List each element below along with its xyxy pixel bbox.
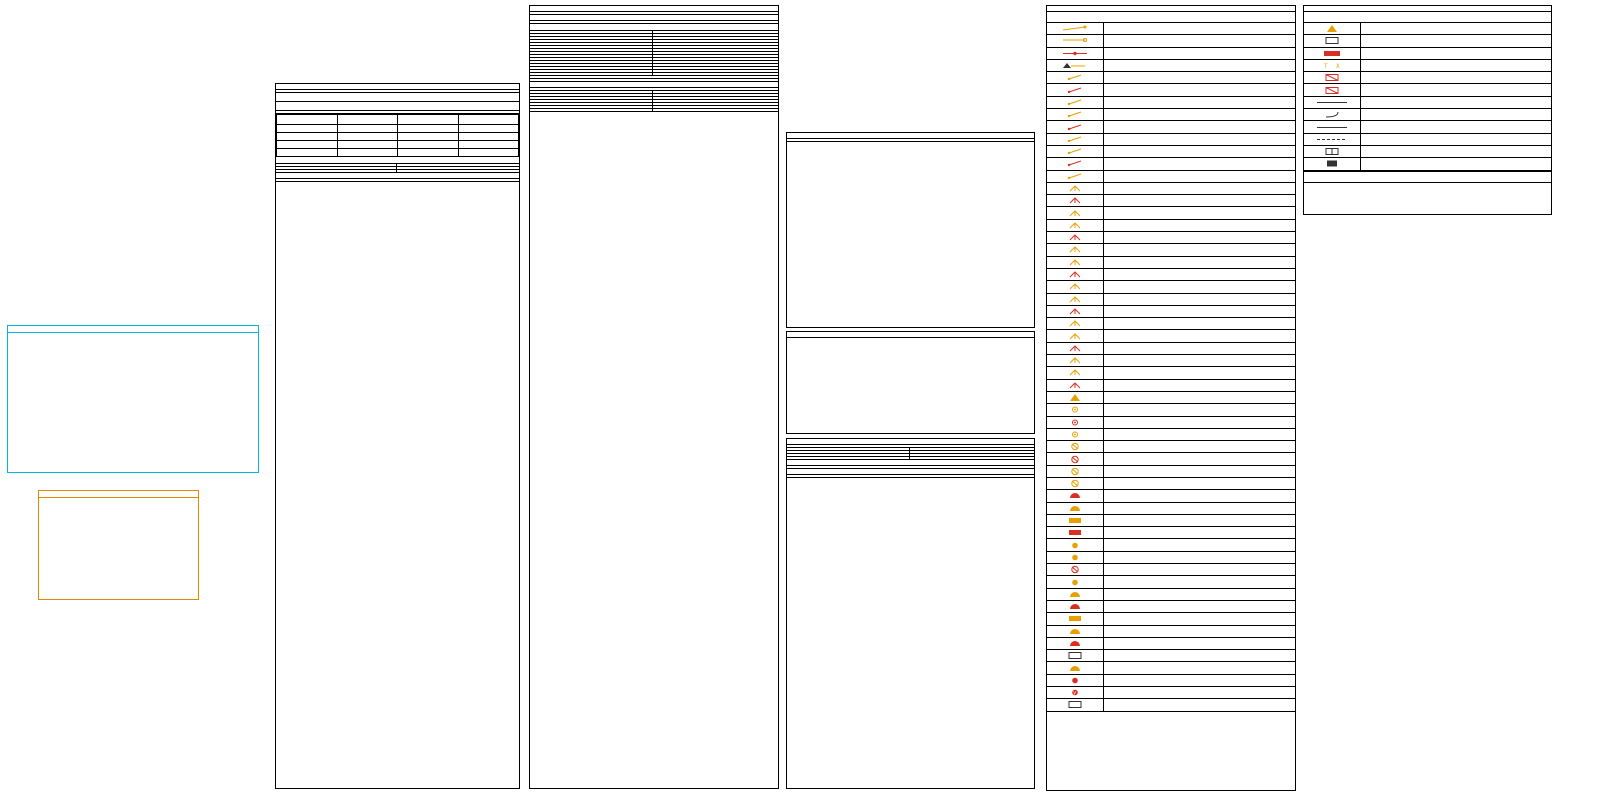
install-location-row-value	[653, 67, 778, 69]
symbol-row	[1047, 503, 1295, 515]
svg-text:X: X	[1336, 63, 1340, 71]
symbol-row	[1047, 478, 1295, 490]
classification-cell	[337, 115, 398, 125]
classification-cell	[398, 125, 459, 133]
classification-cell	[277, 115, 338, 125]
classification-cell	[458, 133, 519, 141]
valv-icon	[1047, 687, 1104, 698]
install-location-row-label	[530, 49, 653, 51]
tomg-icon	[1047, 269, 1104, 280]
tomi-icon	[1047, 294, 1104, 305]
installation-row-value	[397, 167, 519, 169]
symbol-row	[1047, 207, 1295, 219]
symbol-row	[1047, 48, 1295, 60]
diameter-equivalence-title	[39, 491, 198, 498]
classification-cell	[277, 125, 338, 133]
classification-cell	[458, 125, 519, 133]
abbreviations-header	[1304, 171, 1551, 183]
install-location-row-value	[653, 34, 778, 36]
symbol-row	[1047, 490, 1295, 502]
reference-files-panel	[7, 325, 259, 473]
tomh-icon	[1047, 281, 1104, 292]
symbol-row	[1047, 441, 1295, 453]
slack-row-value	[910, 448, 1034, 450]
symbol-row	[1047, 613, 1295, 625]
symbol-row	[1047, 515, 1295, 527]
electrical-symbols-sheet-2	[1303, 5, 1552, 215]
install-location-row-label	[530, 43, 653, 45]
pj2-icon	[1047, 552, 1104, 563]
tomo-icon	[1047, 367, 1104, 378]
classification-cell	[398, 115, 459, 125]
color-code-row-label	[530, 109, 653, 111]
symbol-row	[1047, 417, 1295, 429]
symbol-row	[1047, 72, 1295, 84]
installation-row-label	[276, 170, 397, 172]
em2-icon	[1047, 527, 1104, 538]
symbol-row	[1047, 97, 1295, 109]
install-location-row-value	[653, 58, 778, 60]
project-notes-right-sheet	[786, 438, 1035, 789]
reference-note	[8, 333, 258, 337]
tomf-icon	[1047, 183, 1104, 194]
qdc-icon	[1304, 48, 1361, 59]
classification-cell	[337, 125, 398, 133]
install-location-row-value	[653, 52, 778, 54]
ar1-icon	[1047, 490, 1104, 501]
ar4-icon	[1047, 601, 1104, 612]
slack-row-label	[787, 454, 910, 456]
symbol-row	[1047, 601, 1295, 613]
symbol-row	[1304, 121, 1551, 133]
symbol-row	[1047, 699, 1295, 711]
level-icon	[1047, 60, 1104, 71]
tomb-icon	[1047, 220, 1104, 231]
material-header	[397, 164, 519, 166]
symbol-row	[1047, 294, 1295, 306]
color-code-row-value	[653, 91, 778, 93]
symbol-row	[1047, 269, 1295, 281]
pvc1-icon	[1304, 121, 1361, 132]
symbol-row	[1047, 466, 1295, 478]
tome-icon	[1047, 257, 1104, 268]
install-location-row-label	[530, 64, 653, 66]
svg-text:V: V	[1073, 691, 1077, 697]
classification-cell	[277, 141, 338, 149]
color-code-row-label	[530, 100, 653, 102]
haste-icon	[1304, 146, 1361, 157]
classification-cell	[277, 133, 338, 141]
sw2-icon	[1047, 84, 1104, 95]
symbol-row	[1047, 380, 1295, 392]
symbol-row	[1047, 367, 1295, 379]
sw1-icon	[1047, 72, 1104, 83]
install-location-header	[530, 31, 653, 33]
ar6-icon	[1047, 638, 1104, 649]
tomn-icon	[1047, 355, 1104, 366]
classification-cell	[337, 133, 398, 141]
classification-cell	[458, 115, 519, 125]
classification-row	[277, 141, 519, 149]
symbol-row	[1304, 97, 1551, 109]
color-code-row-value	[653, 109, 778, 111]
cond-icon	[1304, 60, 1361, 71]
tomm-icon	[1047, 195, 1104, 206]
rise-icon	[1047, 23, 1104, 34]
install-location-row-label	[530, 34, 653, 36]
installation-header	[276, 164, 397, 166]
install-location-row-label	[530, 61, 653, 63]
curva-icon	[1304, 109, 1361, 120]
classification-cell	[398, 133, 459, 141]
sw2p-icon	[1047, 134, 1104, 145]
symbol-row	[1304, 84, 1551, 96]
symbol-row	[1047, 650, 1295, 662]
symbol-row	[1047, 281, 1295, 293]
svg-text:T: T	[1324, 63, 1328, 71]
slack-row-label	[787, 448, 910, 450]
sws-icon	[1047, 121, 1104, 132]
pj1-icon	[1047, 539, 1104, 550]
classification-row	[277, 115, 519, 125]
installation-row-label	[276, 167, 397, 169]
tomd-icon	[1047, 244, 1104, 255]
slack-row-value	[910, 451, 1034, 453]
central-icon	[1304, 84, 1361, 95]
symbol-row	[1047, 355, 1295, 367]
int-icon	[1047, 171, 1104, 182]
classification-cell	[398, 141, 459, 149]
toml-icon	[1047, 330, 1104, 341]
symbol-row	[1304, 72, 1551, 84]
symbol-row	[1047, 687, 1295, 699]
install-location-row-value	[653, 49, 778, 51]
symbol-row	[1304, 23, 1551, 35]
cxp-icon	[1047, 699, 1104, 710]
classification-row	[277, 125, 519, 133]
electrical-symbols-sheet-1	[1046, 5, 1296, 791]
classification-row	[277, 149, 519, 157]
sens-icon	[1047, 417, 1104, 428]
tomp-icon	[1047, 380, 1104, 391]
swp-icon	[1047, 109, 1104, 120]
project-notes-center-sheet	[529, 5, 779, 789]
symbol-row	[1047, 244, 1295, 256]
symbol-row	[1047, 171, 1295, 183]
project-notes-main-sheet	[275, 83, 520, 789]
slack-row-label	[787, 451, 910, 453]
symbol-row	[1047, 60, 1295, 72]
lum1-icon	[1047, 441, 1104, 452]
symbol-row	[1047, 35, 1295, 47]
color-code-row-value	[653, 106, 778, 108]
classification-row	[277, 133, 519, 141]
symbol-row	[1304, 109, 1551, 121]
electrical-symbols-2-header	[1304, 12, 1551, 23]
symbol-row	[1047, 626, 1295, 638]
acion-icon	[1304, 72, 1361, 83]
install-location-row-label	[530, 73, 653, 75]
ar3-icon	[1047, 589, 1104, 600]
ptf-icon	[1047, 392, 1104, 403]
symbol-row	[1304, 35, 1551, 47]
slack-row-label	[787, 457, 910, 459]
classification-cell	[458, 149, 519, 157]
sens2-icon	[1047, 429, 1104, 440]
sw3-icon	[1047, 97, 1104, 108]
pl1-icon	[1047, 453, 1104, 464]
symbol-row	[1047, 638, 1295, 650]
symbol-row	[1047, 306, 1295, 318]
install-location-row-label	[530, 52, 653, 54]
symbol-row	[1047, 109, 1295, 121]
install-location-row-value	[653, 73, 778, 75]
reference-files-title	[8, 326, 258, 333]
install-location-row-label	[530, 37, 653, 39]
sw5-icon	[1047, 158, 1104, 169]
color-code-row-value	[653, 94, 778, 96]
symbol-row	[1047, 527, 1295, 539]
em3-icon	[1047, 613, 1104, 624]
symbol-row	[1047, 121, 1295, 133]
sw4-icon	[1047, 146, 1104, 157]
tomm2-icon	[1047, 343, 1104, 354]
tomk-icon	[1047, 318, 1104, 329]
tomc-icon	[1047, 232, 1104, 243]
slack-row-value	[910, 457, 1034, 459]
symbol-row	[1047, 343, 1295, 355]
color-code-row-value	[653, 100, 778, 102]
install-location-row-label	[530, 67, 653, 69]
install-location-row-value	[653, 40, 778, 42]
symbol-row	[1047, 195, 1295, 207]
symbol-row	[1047, 662, 1295, 674]
symbol-row	[1047, 134, 1295, 146]
symbol-row	[1047, 392, 1295, 404]
install-location-row-label	[530, 55, 653, 57]
symbol-row	[1047, 318, 1295, 330]
install-location-row-label	[530, 58, 653, 60]
tomj-icon	[1047, 306, 1104, 317]
install-location-row	[530, 73, 778, 76]
symbol-row	[1047, 146, 1295, 158]
install-location-row-label	[530, 40, 653, 42]
symbol-row	[1047, 84, 1295, 96]
install-location-row-label	[530, 46, 653, 48]
installation-row-value	[397, 170, 519, 172]
pl2-icon	[1047, 466, 1104, 477]
symbol-row	[1047, 564, 1295, 576]
bal-icon	[1047, 576, 1104, 587]
color-code-row-label	[530, 106, 653, 108]
symbol-row	[1047, 257, 1295, 269]
color-code-row-value	[653, 103, 778, 105]
ar5-icon	[1047, 626, 1104, 637]
pto-icon	[1304, 23, 1361, 34]
install-location-row-value	[653, 64, 778, 66]
color-code-row-label	[530, 97, 653, 99]
symbol-row	[1304, 48, 1551, 60]
electrical-symbols-1-header	[1047, 12, 1295, 23]
toma-icon	[1047, 207, 1104, 218]
color-code-row-label	[530, 103, 653, 105]
symbol-row	[1047, 158, 1295, 170]
classification-cell	[337, 149, 398, 157]
symbol-row	[1047, 576, 1295, 588]
color-code-row-value	[653, 97, 778, 99]
symbol-row	[1047, 589, 1295, 601]
symbol-row	[1047, 404, 1295, 416]
install-location-row-value	[653, 70, 778, 72]
classification-cell	[458, 141, 519, 149]
install-location-row-value	[653, 43, 778, 45]
symbol-row	[1047, 429, 1295, 441]
symbol-row	[1047, 330, 1295, 342]
camp-icon	[1047, 404, 1104, 415]
eletro-icon	[1304, 97, 1361, 108]
classification-cell	[398, 149, 459, 157]
symbol-row	[1047, 552, 1295, 564]
symbol-row	[1047, 183, 1295, 195]
symbol-row	[1047, 232, 1295, 244]
symbol-row	[1047, 23, 1295, 35]
ar7-icon	[1047, 662, 1104, 673]
classification-cell	[337, 141, 398, 149]
symbol-row	[1047, 220, 1295, 232]
install-location-row-value	[653, 55, 778, 57]
symbol-row	[1304, 158, 1551, 170]
bal2-icon	[1047, 675, 1104, 686]
ar2-icon	[1047, 503, 1104, 514]
symbol-row	[1304, 60, 1551, 72]
symbol-row	[1304, 146, 1551, 158]
classification-table	[276, 114, 519, 157]
install-location-row-value	[653, 46, 778, 48]
symbol-row	[1047, 539, 1295, 551]
install-location-row-value	[653, 61, 778, 63]
lum2-icon	[1047, 564, 1104, 575]
warning-sheet	[786, 331, 1035, 434]
slack-row-value	[910, 454, 1034, 456]
pass-icon	[1047, 48, 1104, 59]
pvc2-icon	[1304, 134, 1361, 145]
cx1-icon	[1047, 650, 1104, 661]
pl3-icon	[1047, 478, 1104, 489]
symbol-row	[1047, 675, 1295, 687]
color-code-row-label	[530, 91, 653, 93]
diameter-equivalence-panel	[38, 490, 199, 600]
fio-icon	[1304, 158, 1361, 169]
icc-header	[653, 31, 778, 33]
color-code-row-label	[530, 94, 653, 96]
drop-icon	[1047, 35, 1104, 46]
symbol-row	[1047, 453, 1295, 465]
general-parameters-sheet	[786, 132, 1035, 328]
install-location-row-label	[530, 70, 653, 72]
classification-cell	[277, 149, 338, 157]
em1-icon	[1047, 515, 1104, 526]
install-location-row-value	[653, 37, 778, 39]
symbol-row	[1304, 134, 1551, 146]
cxpp-icon	[1304, 35, 1361, 46]
